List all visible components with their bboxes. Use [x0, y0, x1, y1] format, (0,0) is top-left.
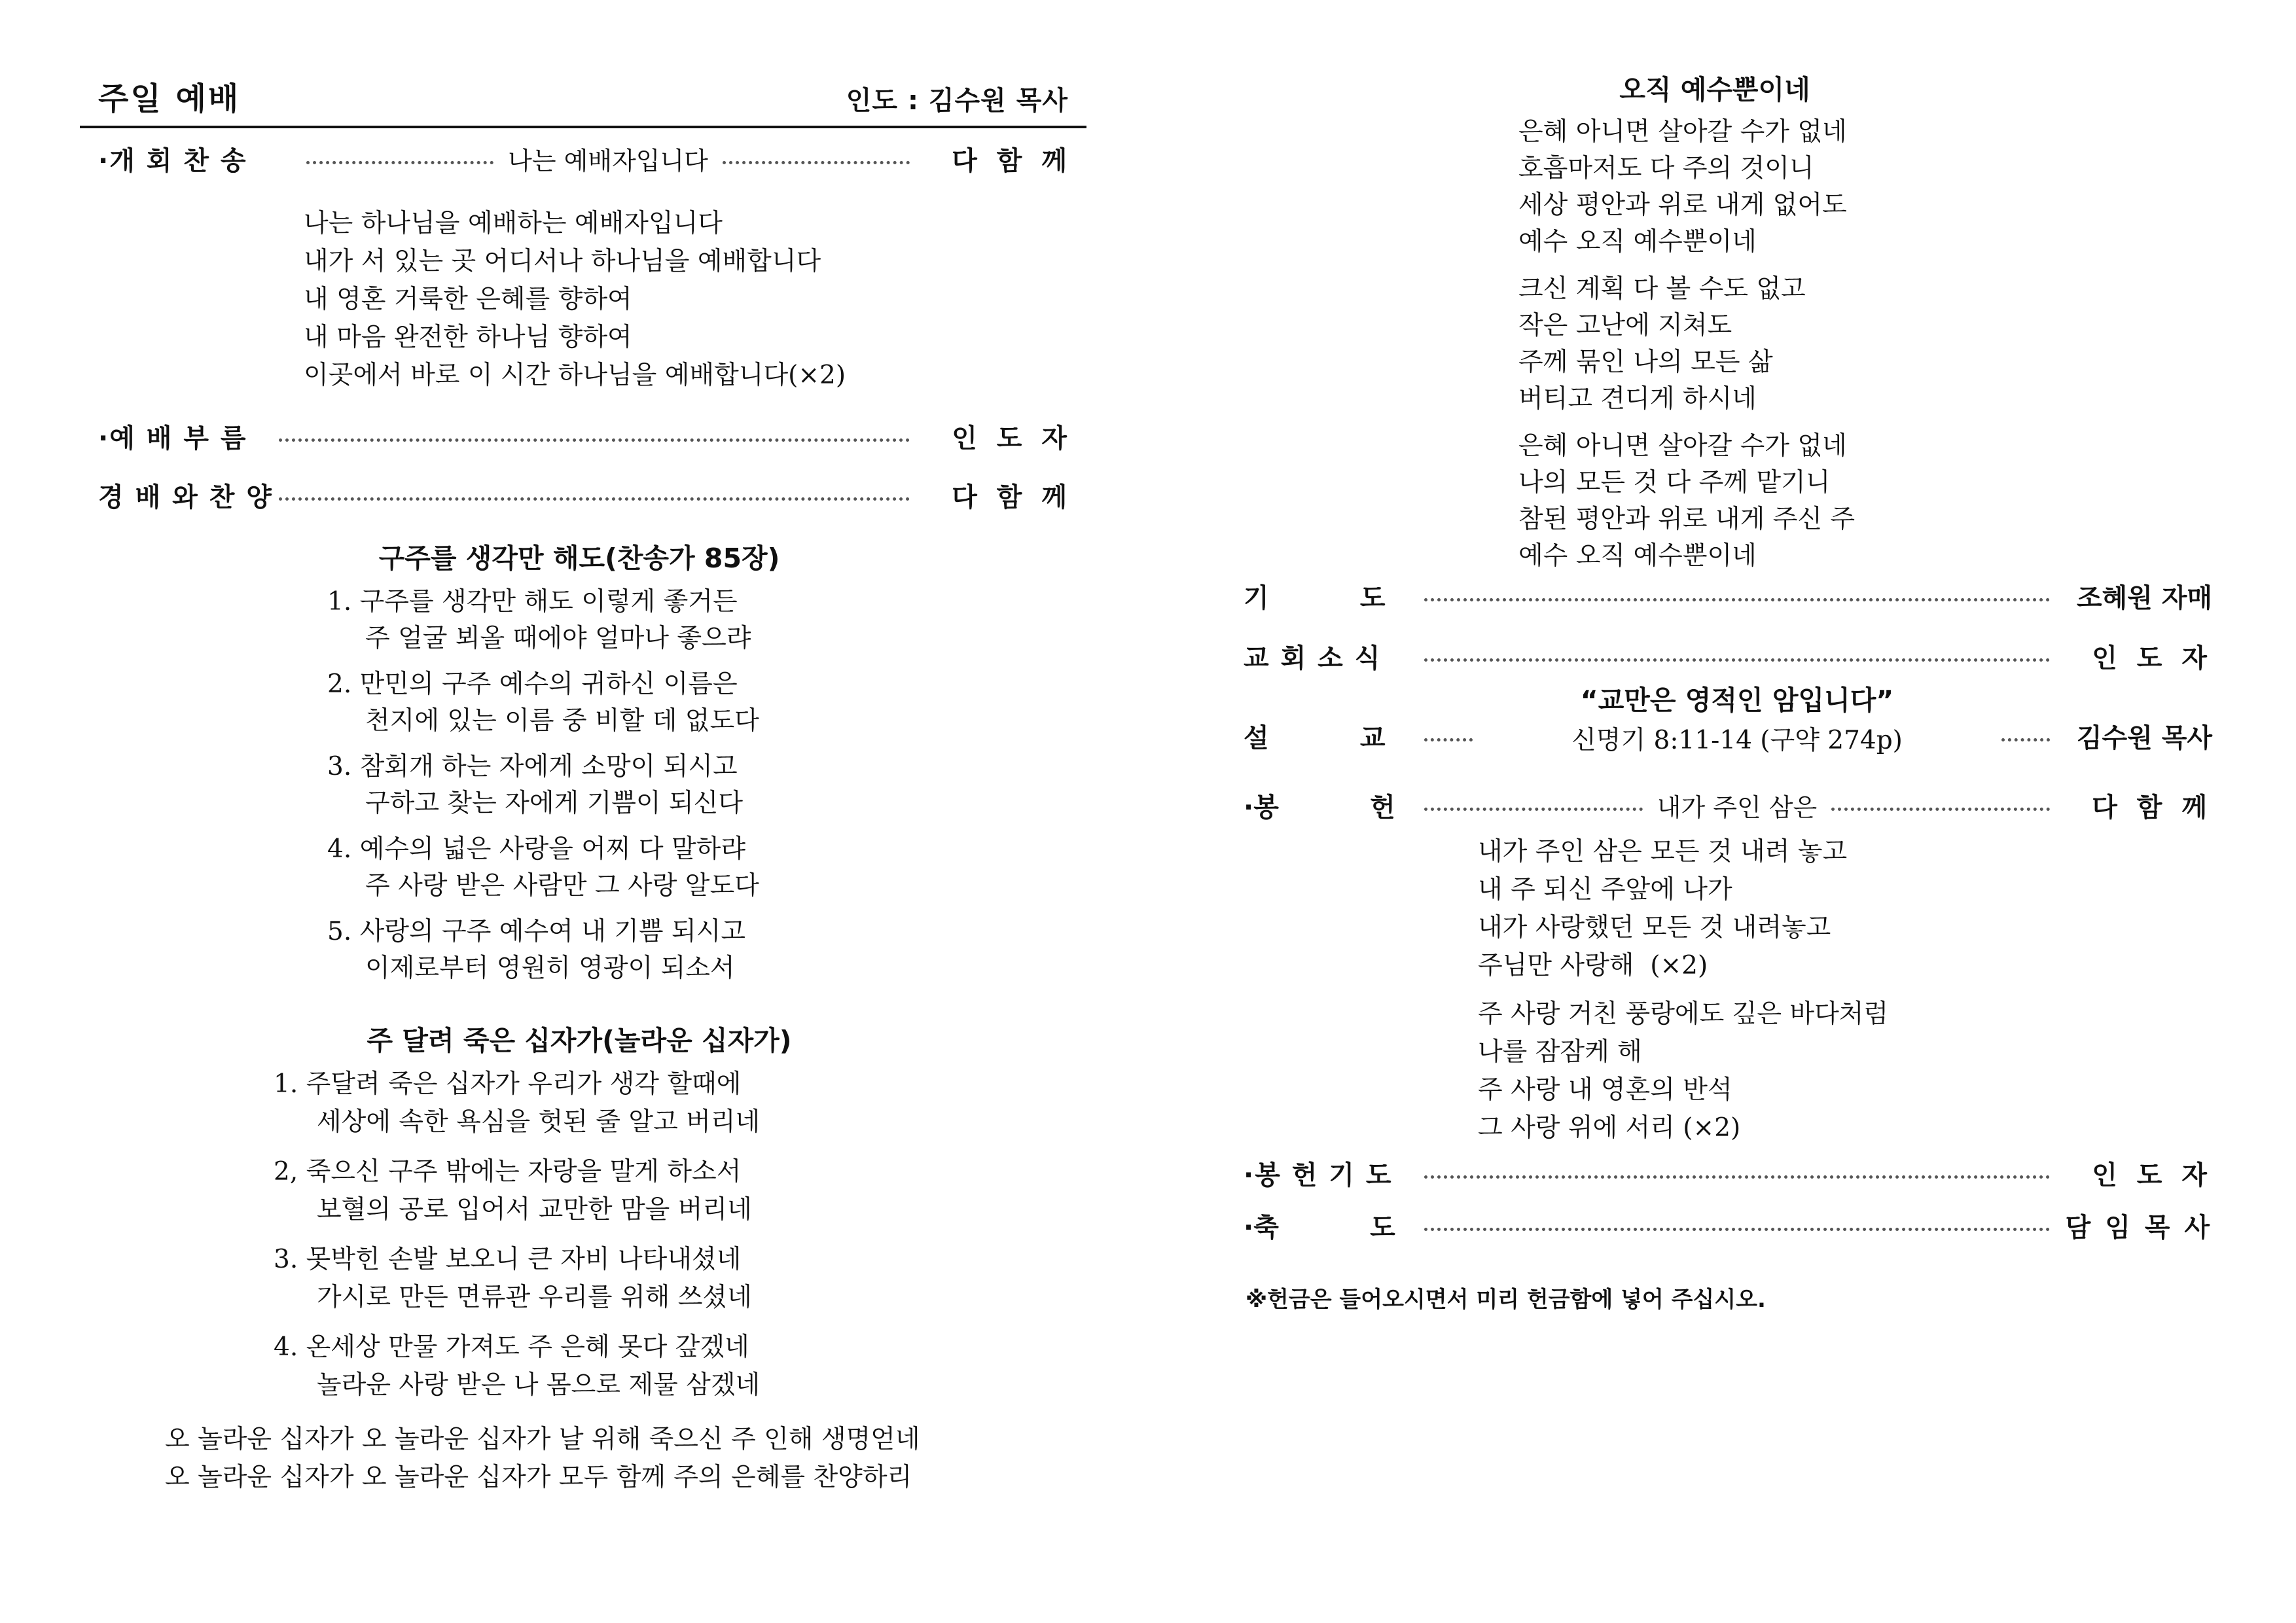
order-row-opening-hymn	[98, 139, 1072, 178]
verse-line: 4. 예수의 넓은 사랑을 어찌 다 말하랴	[327, 834, 746, 864]
lyric-line: 그 사랑 위에 서리 (×2)	[1478, 1113, 1741, 1143]
order-row-offering-prayer	[1244, 1153, 2212, 1192]
order-label: ·봉 헌	[1244, 792, 1395, 823]
verse-line: 4. 온세상 만물 가져도 주 은혜 못다 갚겠네	[274, 1332, 749, 1362]
hymn-verse	[274, 1327, 760, 1402]
lyric-line: 크신 계획 다 볼 수도 없고	[1518, 274, 1806, 304]
order-label: 교 회 소 식	[1244, 643, 1382, 673]
leader-dots	[279, 497, 910, 501]
lyric-line: 은혜 아니면 살아갈 수가 없네	[1518, 431, 1847, 461]
verse-line: 보혈의 공로 입어서 교만한 맘을 버리네	[317, 1195, 752, 1224]
lyric-line: 주 사랑 내 영혼의 반석	[1478, 1075, 1732, 1105]
verse-line: 3. 참회개 하는 자에게 소망이 되시고	[327, 752, 738, 781]
hymn-verse	[274, 1063, 760, 1139]
only-jesus-lyrics	[1518, 111, 1855, 572]
lyric-line: 참된 평안과 위로 내게 주신 주	[1518, 505, 1856, 534]
lyric-line: 세상 평안과 위로 내게 없어도	[1518, 190, 1847, 220]
hymn-verse	[327, 911, 759, 984]
order-label: ·예 배 부 름	[98, 423, 247, 454]
offering-lyrics	[1478, 831, 1888, 1145]
chorus-line: 오 놀라운 십자가 오 놀라운 십자가 모두 함께 주의 은혜를 찬양하리	[165, 1463, 912, 1492]
order-label: 기 도	[1244, 582, 1386, 613]
lyric-line: 버티고 견디게 하시네	[1518, 384, 1757, 414]
lyric-line: 호흡마저도 다 주의 것이니	[1518, 154, 1814, 183]
order-who: 다 함 께	[952, 145, 1072, 176]
hymn85-title: 구주를 생각만 해도(찬송가 85장)	[378, 543, 780, 574]
order-who: 인 도 자	[2092, 643, 2212, 673]
verse-line: 놀라운 사랑 받은 나 몸으로 제물 삼겠네	[317, 1370, 761, 1400]
leader-dots	[1424, 658, 2050, 662]
page-title: 주일 예배	[98, 80, 241, 117]
lyric-line: 예수 오직 예수뿐이네	[1518, 541, 1757, 571]
verse-line: 1. 구주를 생각만 해도 이렇게 좋거든	[327, 587, 738, 616]
cross-song-verses	[274, 1063, 760, 1402]
lyric-line: 나는 하나님을 예배하는 예배자입니다	[304, 209, 723, 238]
order-row-worship-praise	[98, 475, 1072, 514]
lyric-line: 내가 주인 삼은 모든 것 내려 놓고	[1478, 837, 1848, 866]
hymn-verse	[327, 664, 759, 737]
sermon-block	[1484, 684, 1990, 757]
lyric-stanza	[1518, 111, 1855, 258]
hymn-verse	[274, 1239, 760, 1315]
leader-dots	[723, 161, 910, 164]
leader-dots	[279, 438, 910, 442]
verse-line: 가시로 만든 면류관 우리를 위해 쓰셨네	[317, 1283, 752, 1312]
order-label: 설 교	[1244, 722, 1386, 753]
order-label: ·축 도	[1244, 1212, 1395, 1243]
hymn85-verses	[327, 581, 759, 984]
lyric-stanza	[1518, 268, 1855, 415]
order-row-call-to-worship	[98, 416, 1072, 455]
verse-line: 구하고 찾는 자에게 기쁨이 되신다	[365, 789, 744, 818]
only-jesus-title: 오직 예수뿐이네	[1619, 74, 1810, 105]
cross-song-chorus	[165, 1419, 920, 1495]
lyric-line: 내 영혼 거룩한 은혜를 향하여	[304, 285, 632, 314]
leader-dots	[1424, 1228, 2050, 1231]
leader-dots	[1831, 808, 2050, 811]
order-row-announcements	[1244, 636, 2212, 675]
lyric-line: 작은 고난에 지쳐도	[1518, 311, 1732, 340]
lyric-stanza	[1478, 993, 1888, 1145]
leader-dots	[306, 161, 493, 164]
order-who: 인 도 자	[952, 423, 1072, 454]
header-rule	[80, 126, 1086, 128]
lyric-line: 예수 오직 예수뿐이네	[1518, 227, 1757, 257]
opening-lyrics	[304, 203, 846, 393]
order-who: 인 도 자	[2092, 1160, 2212, 1190]
hymn-verse	[274, 1151, 760, 1227]
lyric-line: 내 주 되신 주앞에 나가	[1478, 875, 1732, 904]
lyric-stanza	[1518, 425, 1855, 572]
order-who: 김수원 목사	[2076, 722, 2212, 753]
verse-line: 주 사랑 받은 사람만 그 사랑 알도다	[365, 871, 759, 901]
verse-line: 이제로부터 영원히 영광이 되소서	[365, 954, 735, 983]
lyric-line: 나를 잠잠케 해	[1478, 1037, 1642, 1067]
verse-line: 천지에 있는 이름 중 비할 데 없도다	[365, 706, 759, 736]
leader-dots	[1424, 1175, 2050, 1179]
leader-dots	[1424, 738, 1473, 741]
order-row-sermon	[1244, 684, 2212, 755]
verse-line: 주 얼굴 뵈올 때에야 얼마나 좋으랴	[365, 624, 751, 653]
lyric-line: 내 마음 완전한 하나님 향하여	[304, 323, 632, 352]
lyric-line: 주 사랑 거친 풍랑에도 깊은 바다처럼	[1478, 999, 1889, 1029]
order-label: ·봉 헌 기 도	[1244, 1160, 1393, 1190]
hymn-verse	[327, 746, 759, 819]
lyric-stanza	[1478, 831, 1888, 983]
chorus-line: 오 놀라운 십자가 오 놀라운 십자가 날 위해 죽으신 주 인해 생명얻네	[165, 1425, 920, 1454]
lyric-line: 은혜 아니면 살아갈 수가 없네	[1518, 117, 1847, 147]
order-label: 경 배 와 찬 양	[98, 482, 273, 512]
leader-dots	[2001, 738, 2050, 741]
verse-line: 1. 주달려 죽은 십자가 우리가 생각 할때에	[274, 1069, 742, 1099]
lyric-line: 주님만 사랑해 (×2)	[1478, 951, 1708, 980]
lyric-line: 주께 묶인 나의 모든 삶	[1518, 348, 1773, 377]
order-row-benediction	[1244, 1205, 2212, 1245]
order-row-prayer	[1244, 576, 2212, 615]
sermon-title: “교만은 영적인 암입니다”	[1580, 684, 1894, 716]
leader-dots	[1424, 808, 1643, 811]
cross-song-title: 주 달려 죽은 십자가(놀라운 십자가)	[367, 1025, 792, 1056]
order-who: 다 함 께	[952, 482, 1072, 512]
verse-line: 5. 사랑의 구주 예수여 내 기쁨 되시고	[327, 917, 746, 946]
order-who: 조혜원 자매	[2076, 582, 2212, 613]
order-row-offering	[1244, 785, 2212, 825]
order-song: 나는 예배자입니다	[508, 146, 708, 175]
lyric-line: 이곳에서 바로 이 시간 하나님을 예배합니다(×2)	[304, 361, 846, 390]
sermon-scripture: 신명기 8:11-14 (구약 274p)	[1571, 725, 1903, 755]
verse-line: 2. 만민의 구주 예수의 귀하신 이름은	[327, 669, 738, 699]
hymn-verse	[327, 829, 759, 902]
hymn-verse	[327, 581, 759, 654]
leader-info: 인도 : 김수원 목사	[846, 86, 1068, 116]
lyric-line: 내가 사랑했던 모든 것 내려놓고	[1478, 913, 1831, 942]
offering-note: ※헌금은 들어오시면서 미리 헌금함에 넣어 주십시오.	[1246, 1287, 1766, 1313]
verse-line: 세상에 속한 욕심을 헛된 줄 알고 버리네	[317, 1107, 761, 1137]
lyric-line: 나의 모든 것 다 주께 맡기니	[1518, 468, 1831, 497]
lyric-line: 내가 서 있는 곳 어디서나 하나님을 예배합니다	[304, 247, 821, 276]
order-who: 다 함 께	[2092, 792, 2213, 823]
order-who: 담 임 목 사	[2065, 1212, 2212, 1243]
order-label: ·개 회 찬 송	[98, 145, 247, 176]
verse-line: 2, 죽으신 구주 밖에는 자랑을 말게 하소서	[274, 1157, 742, 1186]
order-song: 내가 주인 삼은	[1657, 793, 1818, 822]
verse-line: 3. 못박힌 손발 보오니 큰 자비 나타내셨네	[274, 1245, 742, 1274]
leader-dots	[1424, 598, 2050, 601]
